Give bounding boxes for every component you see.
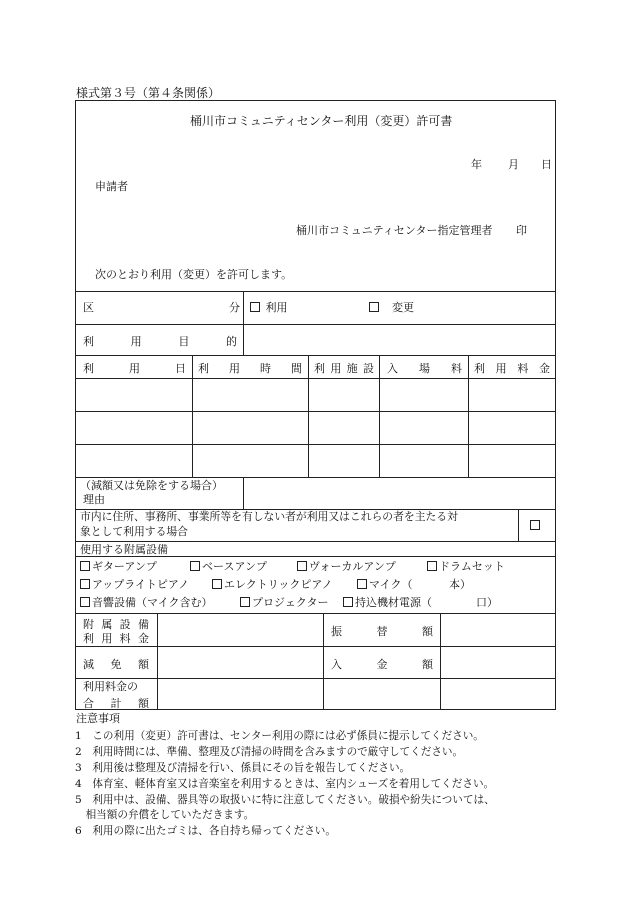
applicant-label: 申請者 — [95, 180, 128, 193]
category-option-use[interactable]: 利用 — [250, 301, 288, 314]
payment-label: 入 金 額 — [331, 658, 433, 671]
equip-fee-label-1: 附 属 設 備 — [83, 618, 149, 631]
nonresident-checkbox[interactable] — [530, 520, 540, 530]
seal-mark: 印 — [516, 224, 527, 237]
transfer-label: 振 替 額 — [331, 625, 433, 638]
checkbox[interactable] — [250, 302, 260, 312]
equip-sound-system[interactable]: 音響設備（マイク含む） — [80, 596, 213, 609]
date-month: 月 — [508, 158, 519, 171]
purpose-label: 利 用 目 的 — [83, 335, 237, 348]
notes-header: 注意事項 — [76, 712, 120, 725]
issuer-name: 桶川市コミュニティセンター指定管理者 — [296, 224, 493, 237]
note-item: 5 利用中は、設備、器具等の取扱いに特に注意してください。破損や紛失については、 — [75, 794, 495, 806]
note-item: 3 利用後は整理及び清掃を行い、係員にその旨を報告してください。 — [75, 762, 411, 774]
nonresident-line2: 象として利用する場合 — [80, 525, 188, 538]
col-header-date: 利 用 日 — [83, 362, 186, 375]
note-item: 2 利用時間には、準備、整理及び清掃の時間を含みますので厳守してください。 — [75, 746, 464, 758]
equip-guitar-amp[interactable]: ギターアンプ — [80, 560, 157, 573]
date-day: 日 — [541, 158, 552, 171]
reduction-amount-label: 減 免 額 — [83, 658, 149, 671]
note-item: 6 利用の際に出たゴミは、各自持ち帰ってください。 — [75, 825, 336, 837]
note-item: 相当額の弁償をしていただきます。 — [75, 809, 255, 821]
col-header-facility: 利 用 施 設 — [314, 362, 374, 375]
reduction-label: 理由 — [83, 493, 105, 506]
nonresident-line1: 市内に住所、事務所、事業所等を有しない者が利用又はこれらの者を主たる対 — [80, 510, 458, 523]
equip-microphone[interactable]: マイク（ — [357, 578, 413, 591]
col-header-time: 利 用 時 間 — [198, 362, 302, 375]
equipment-header: 使用する附属設備 — [80, 543, 168, 556]
note-item: 4 体育室、軽体育室又は音楽室を利用するときは、室内シューズを着用してください。 — [75, 778, 495, 790]
total-label-1: 利用料金の — [83, 680, 138, 693]
equip-upright-piano[interactable]: アップライトピアノ — [80, 578, 189, 591]
reduction-input[interactable] — [245, 479, 553, 507]
total-label-2: 合 計 額 — [83, 697, 149, 710]
equip-outlet-count: 口） — [476, 596, 498, 609]
equip-vocal-amp[interactable]: ヴォーカルアンプ — [297, 560, 396, 573]
equip-electric-piano[interactable]: エレクトリックピアノ — [212, 578, 332, 591]
note-item: 1 この利用（変更）許可書は、センター利用の際には必ず係員に提示してください。 — [75, 730, 484, 742]
equip-microphone-count: 本） — [449, 578, 471, 591]
checkbox[interactable] — [369, 302, 379, 312]
col-header-admission: 入 場 料 — [387, 362, 462, 375]
equip-power-outlet[interactable]: 持込機材電源（ — [343, 596, 432, 609]
reduction-note: （減額又は免除をする場合） — [80, 479, 223, 492]
equip-fee-label-2: 利 用 料 金 — [83, 632, 149, 645]
form-title: 桶川市コミュニティセンター利用（変更）許可書 — [190, 114, 453, 128]
category-option-change[interactable]: 変更 — [369, 301, 414, 314]
purpose-input[interactable] — [245, 326, 553, 353]
date-year: 年 — [471, 158, 482, 171]
form-number: 様式第３号（第４条関係） — [76, 86, 221, 100]
equip-drum-set[interactable]: ドラムセット — [427, 560, 505, 573]
equip-projector[interactable]: プロジェクター — [240, 596, 329, 609]
col-header-fee: 利 用 料 金 — [474, 362, 550, 375]
permission-statement: 次のとおり利用（変更）を許可します。 — [95, 268, 293, 281]
equip-bass-amp[interactable]: ベースアンプ — [190, 560, 267, 573]
